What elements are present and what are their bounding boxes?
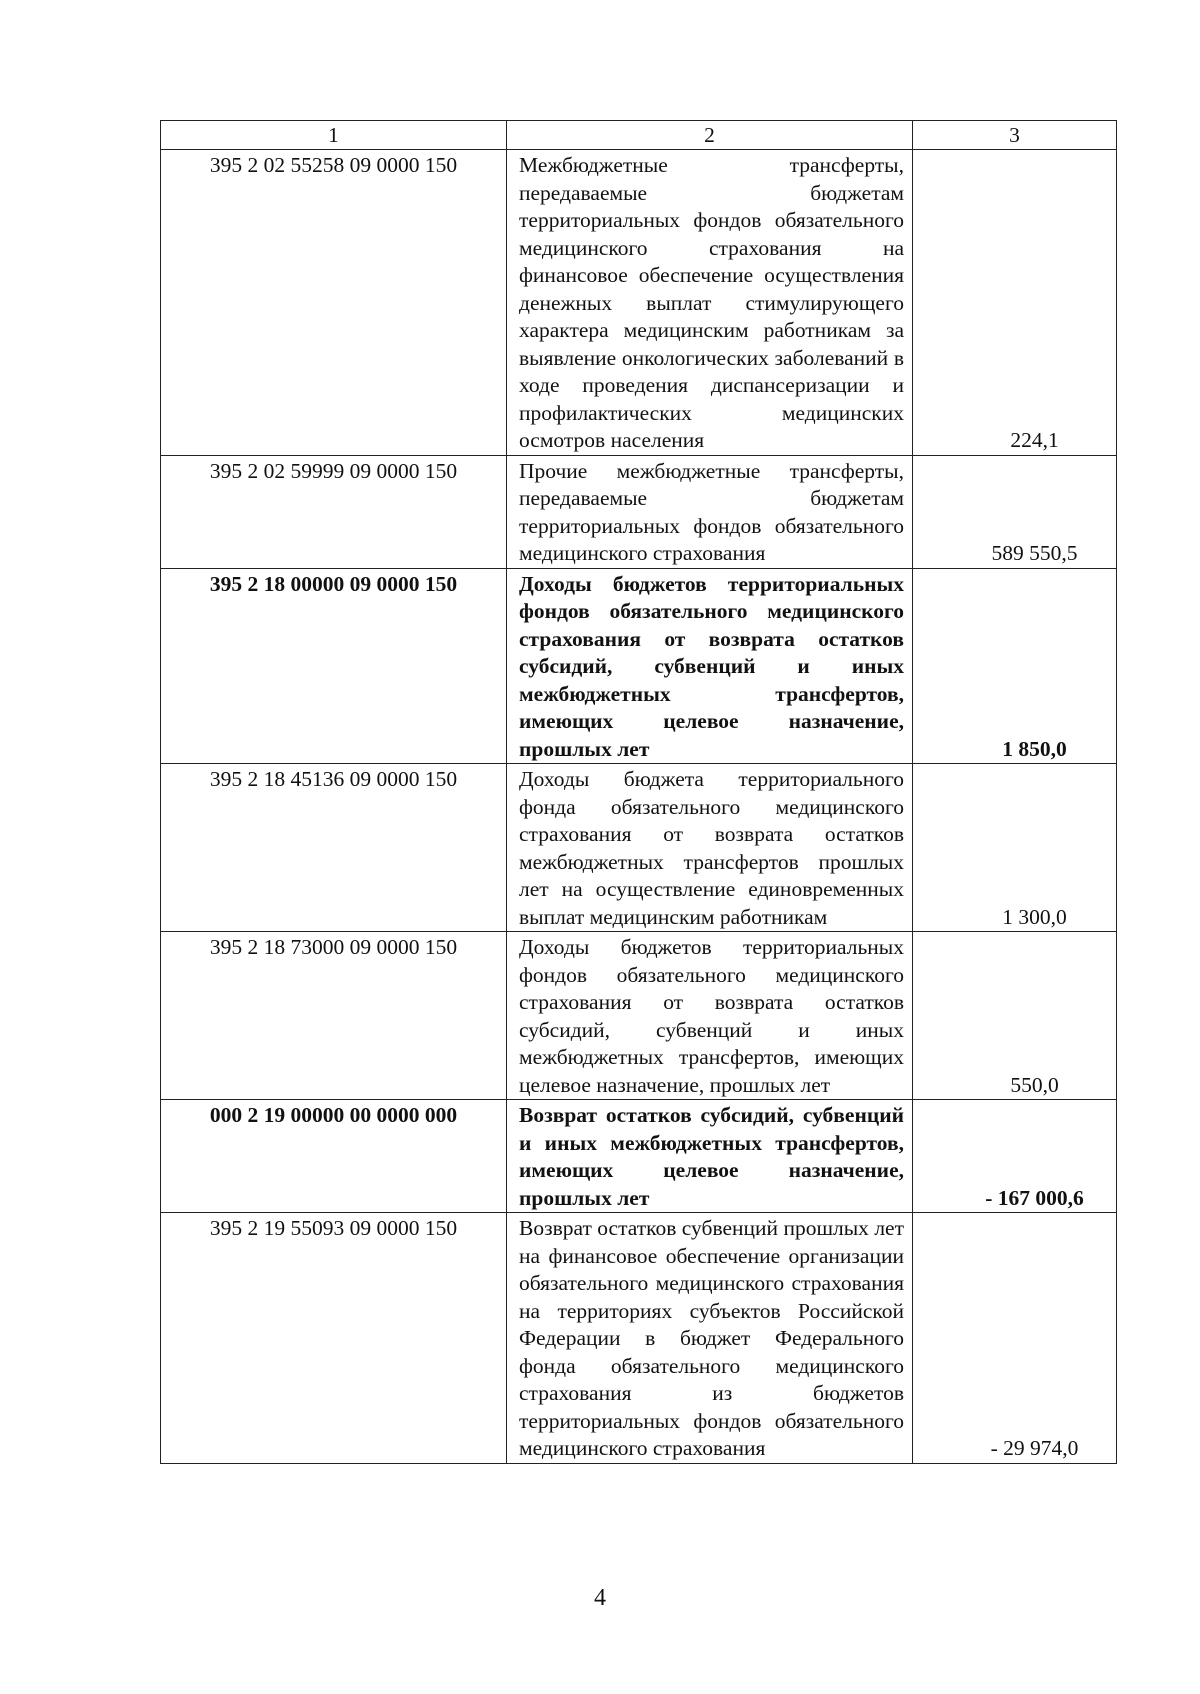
table-header-row xyxy=(161,121,1117,150)
budget-code: 395 2 02 55258 09 0000 150 xyxy=(161,150,507,456)
budget-amount: - 167 000,6 xyxy=(913,1100,1117,1213)
budget-amount: 1 300,0 xyxy=(913,764,1117,932)
column-header-2: 2 xyxy=(507,121,913,150)
budget-amount: 589 550,5 xyxy=(913,455,1117,568)
budget-description: Межбюджетные трансферты, передаваемые бюджетам территориальных фондов обязательного медицинского страхования на финансовое обеспечение осуществления денежных выплат стимулирующего характера медицинским работникам за выявление онкологических заболеваний в ходе проведения диспансеризации и профилактических медицинских осмотров населения xyxy=(507,150,913,456)
table-row xyxy=(161,932,1117,1100)
column-header-3: 3 xyxy=(913,121,1117,150)
page-number: 4 xyxy=(594,1585,606,1611)
budget-amount: 224,1 xyxy=(913,150,1117,456)
budget-code: 395 2 19 55093 09 0000 150 xyxy=(161,1213,507,1464)
budget-code: 395 2 18 45136 09 0000 150 xyxy=(161,764,507,932)
table-row xyxy=(161,764,1117,932)
budget-description: Прочие межбюджетные трансферты, передаваемые бюджетам территориальных фондов обязательного медицинского страхования xyxy=(507,455,913,568)
budget-code: 000 2 19 00000 00 0000 000 xyxy=(161,1100,507,1213)
budget-amount: 550,0 xyxy=(913,932,1117,1100)
table-row-total xyxy=(161,568,1117,764)
budget-description: Доходы бюджета территориального фонда обязательного медицинского страхования от возврата остатков межбюджетных трансфертов прошлых лет на осуществление единовременных выплат медицинским работникам xyxy=(507,764,913,932)
budget-description: Доходы бюджетов территориальных фондов обязательного медицинского страхования от возврата остатков субсидий, субвенций и иных межбюджетных трансфертов, имеющих целевое назначение, прошлых лет xyxy=(507,568,913,764)
budget-description: Доходы бюджетов территориальных фондов обязательного медицинского страхования от возврата остатков субсидий, субвенций и иных межбюджетных трансфертов, имеющих целевое назначение, прошлых лет xyxy=(507,932,913,1100)
budget-amount: 1 850,0 xyxy=(913,568,1117,764)
budget-code: 395 2 02 59999 09 0000 150 xyxy=(161,455,507,568)
budget-description: Возврат остатков субвенций прошлых лет на финансовое обеспечение организации обязательного медицинского страхования на территориях субъектов Российской Федерации в бюджет Федерального фонда обязательного медицинского страхования из бюджетов территориальных фондов обязательного медицинского страхования xyxy=(507,1213,913,1464)
table-row xyxy=(161,455,1117,568)
table-row-total xyxy=(161,1100,1117,1213)
budget-code: 395 2 18 00000 09 0000 150 xyxy=(161,568,507,764)
budget-description: Возврат остатков субсидий, субвенций и иных межбюджетных трансфертов, имеющих целевое назначение, прошлых лет xyxy=(507,1100,913,1213)
column-header-1: 1 xyxy=(161,121,507,150)
budget-amount: - 29 974,0 xyxy=(913,1213,1117,1464)
budget-code: 395 2 18 73000 09 0000 150 xyxy=(161,932,507,1100)
budget-table xyxy=(160,120,1117,1464)
table-row xyxy=(161,1213,1117,1464)
table-row xyxy=(161,150,1117,456)
